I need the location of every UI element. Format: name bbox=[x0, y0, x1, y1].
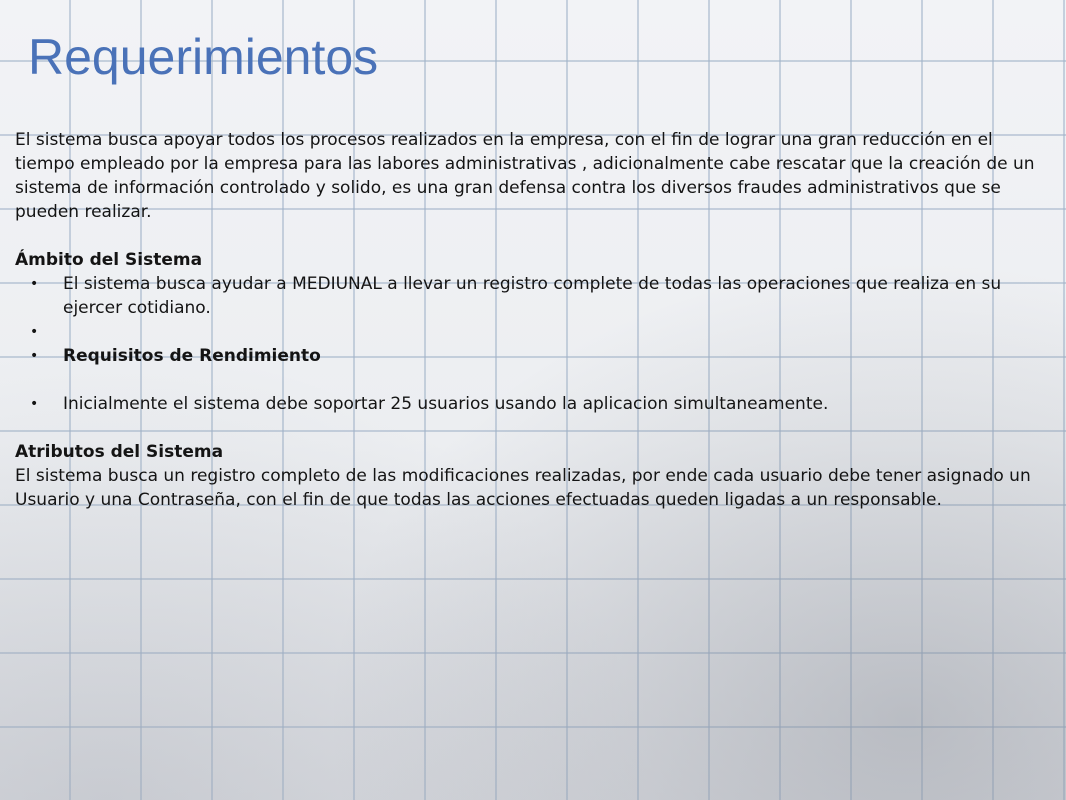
list-item-text: Inicialmente el sistema debe soportar 25 usuarios usando la aplicacion simultaneamente. bbox=[63, 394, 829, 414]
bullet-icon: • bbox=[30, 348, 39, 364]
bullet-icon: • bbox=[30, 276, 39, 292]
slide-title: Requerimientos bbox=[28, 29, 379, 85]
list-item bbox=[15, 272, 1045, 320]
list-item-text: El sistema busca ayudar a MEDIUNAL a llevar un registro complete de todas las operaciones que realiza en su ejercer cotidiano. bbox=[63, 274, 1002, 318]
section-heading-ambito: Ámbito del Sistema bbox=[15, 250, 203, 270]
spacer bbox=[15, 224, 1045, 248]
bullet-list bbox=[15, 272, 1045, 416]
spacer bbox=[15, 416, 1045, 440]
list-item-empty bbox=[15, 368, 1045, 392]
atributos-paragraph: El sistema busca un registro completo de las modificaciones realizadas, por ende cada usuario debe tener asignado un Usuario y una Contraseña, con el fin de que todas las acciones efectuadas queden ligadas a un responsable. bbox=[15, 466, 1031, 510]
list-item bbox=[15, 320, 1045, 344]
bullet-icon: • bbox=[30, 396, 39, 412]
subheading-requisitos: Requisitos de Rendimiento bbox=[63, 346, 321, 366]
bullet-icon: • bbox=[30, 324, 39, 340]
section-heading-atributos: Atributos del Sistema bbox=[15, 442, 224, 462]
intro-paragraph: El sistema busca apoyar todos los procesos realizados en la empresa, con el fin de lograr una gran reducción en el tiempo empleado por la empresa para las labores administrativas , adicionalmente cabe rescatar que la creación de un sistema de información controlado y solido, es una gran defensa contra los diversos fraudes administrativos que se pueden realizar. bbox=[15, 130, 1035, 222]
list-item bbox=[15, 392, 1045, 416]
slide-content bbox=[15, 128, 1045, 512]
list-item bbox=[15, 344, 1045, 368]
